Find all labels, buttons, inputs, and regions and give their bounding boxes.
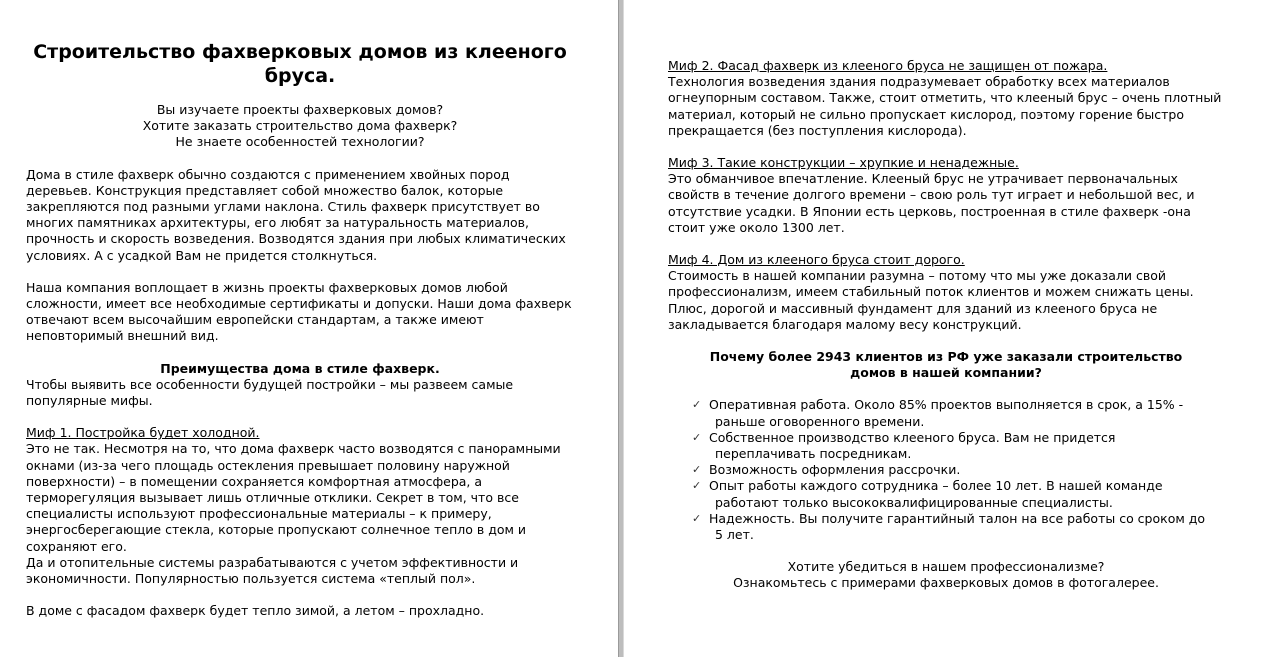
list-item — [692, 397, 1224, 429]
benefit-line: Возможность оформления рассрочки. — [709, 462, 961, 478]
advantages-heading: Преимущества дома в стиле фахверк. — [160, 360, 440, 376]
paragraph-company: Наша компания воплощает в жизнь проекты фахверковых домов любой сложности, имеет все необходимые сертификаты и допуски. Наши дома фахверк отвечают всем высочайшим европейски стандартам, а также имеют неповторимый внешний вид. — [26, 279, 572, 344]
intro-line: Вы изучаете проекты фахверковых домов? — [156, 102, 444, 117]
paragraph-style-description: Дома в стиле фахверк обычно создаются с применением хвойных пород деревьев. Конструкция представляет собой множество балок, которые закрепляются под разными углами наклона. Стиль фахверк присутствует во многих памятниках архитектуры, его любят за натуральность материалов, прочность и скорость возведения. Возводятся здания при любых климатических условиях. А с усадкой Вам не придется столкнуться. — [26, 166, 566, 263]
document-title: Строительство фахверковых домов из клееного бруса. — [33, 41, 567, 87]
list-item — [692, 462, 1224, 478]
list-item — [692, 511, 1224, 543]
document-page-right — [624, 0, 1262, 657]
intro-line: Хотите заказать строительство дома фахверк? — [142, 118, 458, 134]
page-right-content — [668, 58, 1224, 592]
myth2-text: Технология возведения здания подразумевает обработку всех материалов огнеупорным составом. Также, стоит отметить, что клееный брус – очень плотный материал, который не сильно пропускает кислород, поэтому горение быстро прекращается (без поступления кислорода). — [668, 74, 1222, 138]
checkmark-icon: ✓ — [692, 463, 702, 477]
checkmark-icon: ✓ — [692, 511, 702, 525]
page-left-content — [26, 40, 574, 619]
advantages-intro: Чтобы выявить все особенности будущей постройки – мы развеем самые популярные мифы. — [26, 376, 514, 409]
call-to-action — [668, 559, 1224, 591]
benefit-line: Опыт работы каждого сотрудника – более 10 лет. В нашей команде — [709, 478, 1163, 494]
benefit-line-continued: работают только высококвалифицированные специалисты. — [715, 494, 1113, 510]
closing-line: В доме с фасадом фахверк будет тепло зимой, а летом – прохладно. — [26, 603, 485, 619]
checkmark-icon: ✓ — [692, 479, 702, 493]
why-us-heading: Почему более 2943 клиентов из РФ уже заказали строительство домов в нашей компании? — [709, 349, 1183, 381]
cta-line: Хотите убедиться в нашем профессионализме? — [787, 559, 1105, 575]
intro-questions — [26, 102, 574, 151]
myth1-title: Миф 1. Постройка будет холодной. — [26, 425, 260, 441]
myth4-title: Миф 4. Дом из клееного бруса стоит дорого. — [668, 252, 965, 268]
list-item — [692, 478, 1224, 510]
cta-line: Ознакомьтесь с примерами фахверковых домов в фотогалерее. — [733, 575, 1159, 591]
intro-line: Не знаете особенностей технологии? — [175, 134, 425, 150]
benefit-line-continued: 5 лет. — [715, 527, 754, 543]
myth1-text: Это не так. Несмотря на то, что дома фахверк часто возводятся с панорамными окнами (из-за чего площадь остекления превышает половину наружной поверхности) – в помещении сохраняется комфортная атмосфера, а терморегуляция вызывает лишь отличные отклики. Секрет в том, что все специалисты используют профессиональные материалы – к примеру, энергосберегающие стекла, которые пропускают солнечное тепло в дом и сохраняют его. — [26, 441, 561, 554]
myth2-title: Миф 2. Фасад фахверк из клееного бруса не защищен от пожара. — [668, 58, 1108, 73]
benefit-line: Собственное производство клееного бруса. Вам не придется — [709, 429, 1116, 445]
myth3-text: Это обманчивое впечатление. Клееный брус не утрачивает первоначальных свойств в течение долгого времени – свою роль тут играет и небольшой вес, и отсутствие усадки. В Японии есть церковь, построенная в стиле фахверк -она стоит уже около 1300 лет. — [668, 171, 1195, 235]
checkmark-icon: ✓ — [692, 398, 702, 412]
document-page-left — [0, 0, 618, 657]
benefit-line: Надежность. Вы получите гарантийный талон на все работы со сроком до — [709, 510, 1206, 526]
benefits-list — [668, 397, 1224, 543]
myth4-text: Стоимость в нашей компании разумна – потому что мы уже доказали свой профессионализм, имеем стабильный поток клиентов и можем снижать цены. Плюс, дорогой и массивный фундамент для зданий из клееного бруса не закладывается благодаря малому весу конструкций. — [668, 268, 1194, 332]
benefit-line: Оперативная работа. Около 85% проектов выполняется в срок, а 15% - — [709, 397, 1184, 413]
benefit-line-continued: переплачивать посредникам. — [715, 446, 912, 462]
list-item — [692, 430, 1224, 462]
checkmark-icon: ✓ — [692, 430, 702, 444]
myth3-title: Миф 3. Такие конструкции – хрупкие и ненадежные. — [668, 155, 1019, 171]
benefit-line-continued: раньше оговоренного времени. — [715, 413, 925, 429]
myth1-text-continued: Да и отопительные системы разрабатываются с учетом эффективности и экономичности. Популярностью пользуется система «теплый пол». — [26, 554, 519, 587]
